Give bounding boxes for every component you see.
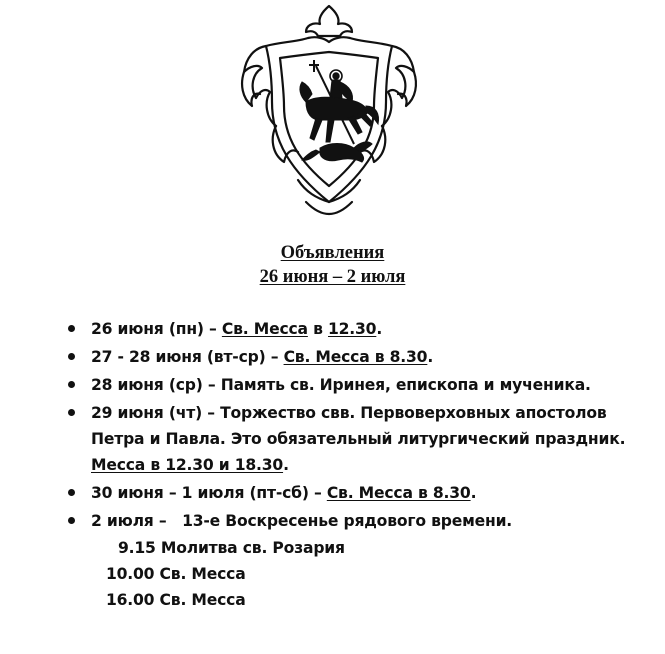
bullet-icon [68,517,75,524]
page-subtitle: 26 июня – 2 июля [259,267,406,287]
bullet-icon [68,325,75,332]
schedule-line: 10.00 Св. Месса [106,565,246,583]
mass-link[interactable]: Св. Месса в 8.30 [326,484,471,502]
list-item: 2 июля – 13-е Воскресенье рядового времени. [91,512,513,530]
mass-link[interactable]: Св. Месса в 8.30 [283,348,428,366]
list-item-continuation: Месса в 12.30 и 18.30. [91,456,289,474]
mass-link[interactable]: Св. Месса [221,320,308,338]
bullet-icon [68,381,75,388]
list-item: 29 июня (чт) – Торжество свв. Первоверховных апостолов [91,404,607,422]
list-item-continuation: Петра и Павла. Это обязательный литургический праздник. [91,430,626,448]
list-item: 27 - 28 июня (вт-ср) – Св. Месса в 8.30. [91,348,434,366]
bullet-icon [68,353,75,360]
schedule-line: 9.15 Молитва св. Розария [118,539,345,557]
bullet-icon [68,489,75,496]
page-title: Объявления [280,243,385,263]
mass-time-link[interactable]: 12.30 [328,320,377,338]
list-item: 28 июня (ср) – Память св. Иринея, епископа и мученика. [91,376,591,394]
bullet-icon [68,409,75,416]
list-item: 26 июня (пн) – Св. Месса в 12.30. [91,320,383,338]
schedule-line: 16.00 Св. Месса [106,591,246,609]
list-item: 30 июня – 1 июля (пт-сб) – Св. Месса в 8.30. [91,484,477,502]
mass-link[interactable]: Месса в 12.30 и 18.30 [91,456,284,474]
